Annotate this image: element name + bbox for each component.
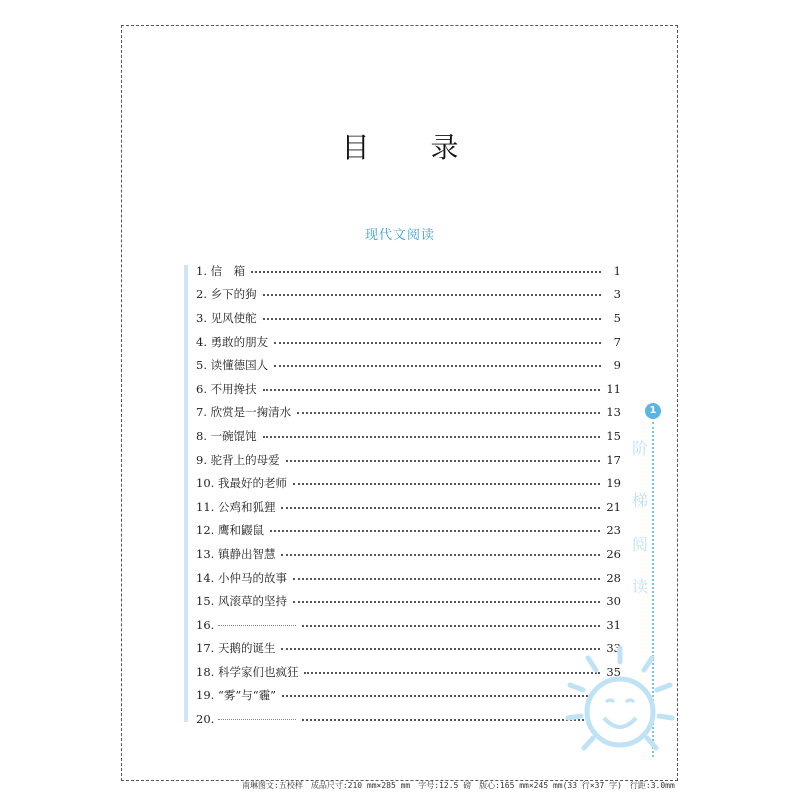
toc-entry-title: 4. 勇敢的朋友 <box>196 334 269 349</box>
toc-entry-title: 2. 乡下的狗 <box>196 287 257 302</box>
toc-entry-page: 35 <box>606 664 621 679</box>
toc-entry-title: 6. 不用搀扶 <box>196 381 257 396</box>
toc-entry-title: 14. 小仲马的故事 <box>196 570 287 585</box>
toc-entry-16[interactable] <box>196 613 621 637</box>
toc-entry-17[interactable] <box>196 637 621 661</box>
section-heading: 现代文阅读 <box>364 228 435 243</box>
side-label-char-2: 梯 <box>631 491 648 510</box>
toc-entry-3[interactable] <box>196 306 621 330</box>
toc-entry-6[interactable] <box>196 377 621 401</box>
dot-leader <box>302 719 600 721</box>
toc-entry-1[interactable] <box>196 259 621 283</box>
toc-entry-title: 7. 欣赏是一掬清水 <box>196 405 292 420</box>
toc-entry-page: 9 <box>613 358 621 373</box>
toc-entry-13[interactable] <box>196 542 621 566</box>
dot-leader <box>281 507 600 509</box>
toc-entry-9[interactable] <box>196 448 621 472</box>
toc-entry-page: 19 <box>606 476 621 491</box>
toc-entry-page: 28 <box>606 570 621 585</box>
dot-leader <box>270 530 600 532</box>
dot-leader <box>274 342 601 344</box>
dot-leader <box>304 672 600 674</box>
toc-entry-page: 30 <box>606 594 621 609</box>
dot-leader <box>293 578 600 580</box>
toc-accent-bar <box>184 265 188 722</box>
side-label-char-3: 阅 <box>631 535 648 554</box>
toc-entry-page: 17 <box>606 452 621 467</box>
toc-entry-4[interactable] <box>196 330 621 354</box>
toc-entry-page: 5 <box>613 310 621 325</box>
toc-entry-title: 5. 读懂德国人 <box>196 358 269 373</box>
toc-entry-title: 19. “雾”与“霾” <box>196 688 276 703</box>
toc-entry-title: 9. 驼背上的母爱 <box>196 452 280 467</box>
toc-entry-page: 15 <box>606 428 621 443</box>
table-of-contents <box>196 259 621 731</box>
side-label-char-4: 读 <box>631 577 648 596</box>
toc-entry-19[interactable] <box>196 684 621 708</box>
dot-leader <box>251 271 601 273</box>
print-spec-footer: 南琳图文:五校样 成品尺寸:210 mm×285 mm 字号:12.5 磅 版心:165 mm×245 mm(33 行×37 字) 行距:3.0mm <box>242 781 675 790</box>
toc-entry-12[interactable] <box>196 519 621 543</box>
toc-entry-title: 20. <box>196 712 215 727</box>
dot-leader <box>293 483 600 485</box>
dot-leader <box>263 436 601 438</box>
dot-leader <box>286 460 601 462</box>
page-title: 目 录 <box>341 131 485 164</box>
toc-entry-page: 1 <box>613 263 621 278</box>
toc-entry-page: 21 <box>606 499 621 514</box>
toc-entry-title: 16. <box>196 617 215 632</box>
sun-face <box>587 679 653 745</box>
dot-leader <box>281 554 600 556</box>
toc-entry-page: 7 <box>613 334 621 349</box>
dot-leader <box>293 601 600 603</box>
toc-entry-title: 17. 天鹅的诞生 <box>196 641 276 656</box>
toc-entry-15[interactable] <box>196 589 621 613</box>
dot-leader <box>263 294 601 296</box>
dot-leader <box>281 648 600 650</box>
toc-entry-title: 13. 镇静出智慧 <box>196 546 276 561</box>
toc-entry-title: 11. 公鸡和狐狸 <box>196 499 276 514</box>
toc-entry-14[interactable] <box>196 566 621 590</box>
toc-entry-8[interactable] <box>196 424 621 448</box>
toc-entry-title: 10. 我最好的老师 <box>196 476 287 491</box>
toc-entry-page: 13 <box>606 405 621 420</box>
dot-leader <box>282 695 600 697</box>
dot-leader <box>302 625 600 627</box>
toc-entry-page: 31 <box>606 617 621 632</box>
toc-entry-page: 11 <box>606 381 621 396</box>
dot-leader <box>274 365 601 367</box>
toc-entry-page: 23 <box>606 523 621 538</box>
toc-entry-page: 3 <box>613 287 621 302</box>
toc-entry-7[interactable] <box>196 401 621 425</box>
toc-entry-title: 8. 一碗馄饨 <box>196 428 257 443</box>
toc-entry-20[interactable] <box>196 707 621 731</box>
toc-entry-11[interactable] <box>196 495 621 519</box>
side-label-char-1: 阶 <box>631 439 648 458</box>
toc-entry-2[interactable] <box>196 283 621 307</box>
dot-leader <box>297 412 600 414</box>
blank-title-line <box>218 718 296 720</box>
toc-entry-title: 18. 科学家们也疯狂 <box>196 664 299 679</box>
toc-entry-page: 26 <box>606 546 621 561</box>
toc-entry-title: 3. 见风使舵 <box>196 310 257 325</box>
toc-entry-18[interactable] <box>196 660 621 684</box>
toc-entry-title: 12. 鹰和鼹鼠 <box>196 523 264 538</box>
toc-entry-title: 1. 信 箱 <box>196 263 246 278</box>
dot-leader <box>263 318 601 320</box>
toc-entry-title: 15. 风滚草的坚持 <box>196 594 287 609</box>
sun-illustration <box>560 640 680 760</box>
toc-entry-5[interactable] <box>196 353 621 377</box>
toc-entry-page: 33 <box>606 641 621 656</box>
page-badge: 1 <box>645 403 661 419</box>
dot-leader <box>263 389 601 391</box>
toc-entry-10[interactable] <box>196 471 621 495</box>
blank-title-line <box>218 624 296 626</box>
